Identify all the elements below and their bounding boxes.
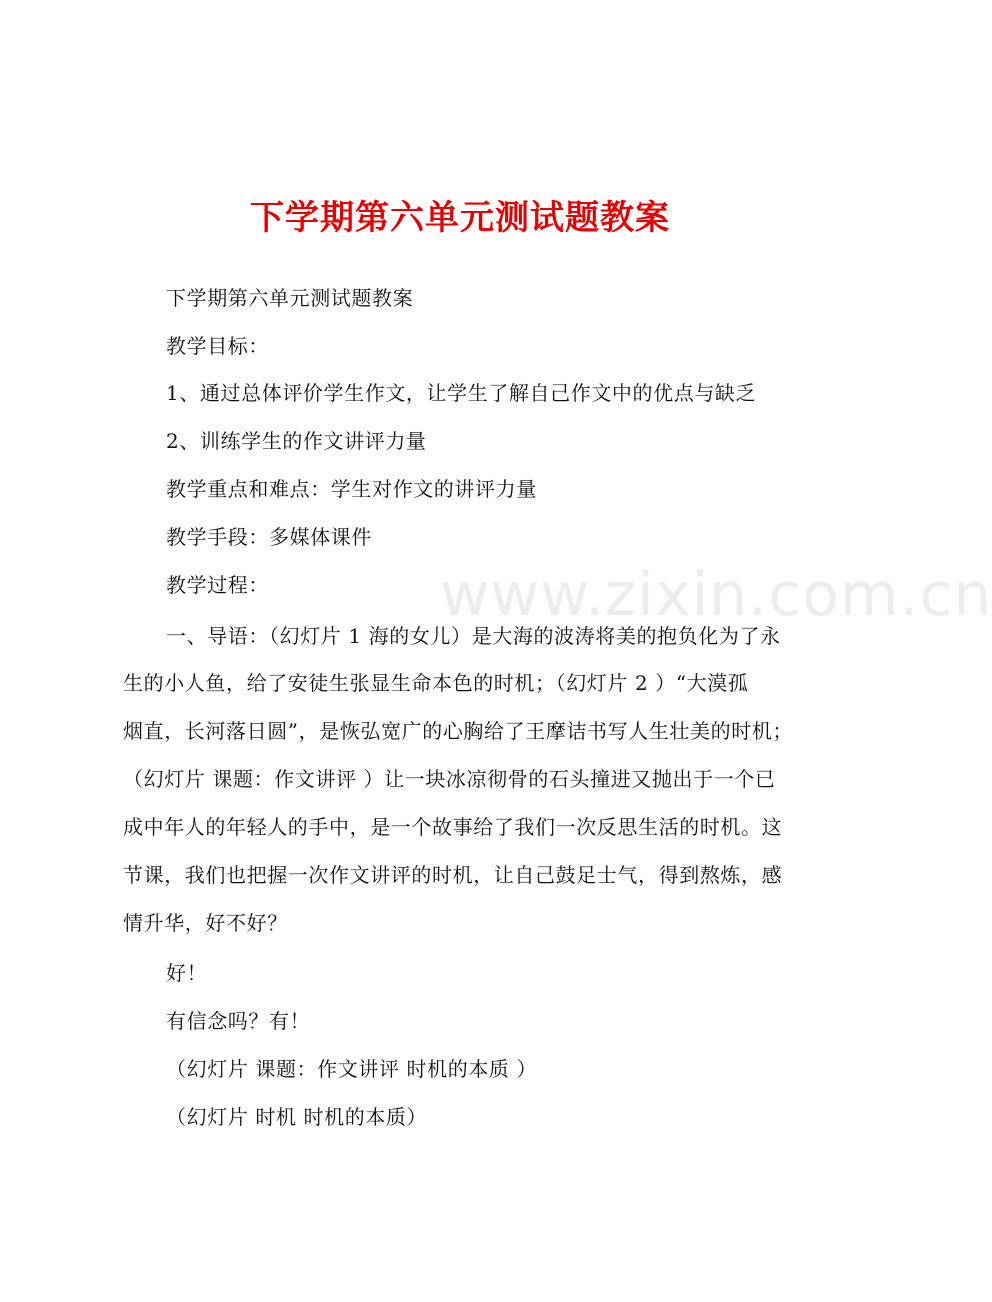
intro-line: 成中年人的年轻人的手中，是一个故事给了我们一次反思生活的时机。这 xyxy=(123,815,783,839)
intro-line: 一、导语：（幻灯片 1 海的女儿）是大海的波涛将美的抱负化为了永 xyxy=(166,624,781,648)
intro-line: 生的小人鱼，给了安徒生张显生命本色的时机；（幻灯片 2 ）“大漠孤 xyxy=(123,671,749,695)
document-title: 下学期第六单元测试题教案 xyxy=(250,198,670,238)
paragraph-objective-2: 2、训练学生的作文讲评力量 xyxy=(166,429,427,453)
closing-line: 好！ xyxy=(166,961,208,985)
intro-line: （幻灯片 课题：作文讲评 ）让一块冰凉彻骨的石头撞进又抛出于一个已 xyxy=(123,767,776,791)
paragraph-key-points: 教学重点和难点：学生对作文的讲评力量 xyxy=(166,477,537,501)
paragraph-objectives-heading: 教学目标： xyxy=(166,334,269,358)
paragraph-objective-1: 1、通过总体评价学生作文，让学生了解自己作文中的优点与缺乏 xyxy=(166,381,757,405)
paragraph-teaching-means: 教学手段：多媒体课件 xyxy=(166,525,372,549)
watermark: www.zixin.com.cn xyxy=(440,560,992,630)
intro-line: 情升华，好不好？ xyxy=(123,911,288,935)
intro-line: 节课，我们也把握一次作文讲评的时机，让自己鼓足士气，得到熬炼，感 xyxy=(123,863,783,887)
closing-line: （幻灯片 时机 时机的本质） xyxy=(166,1105,428,1129)
intro-line: 烟直，长河落日圆”，是恢弘宽广的心胸给了王摩诘书写人生壮美的时机； xyxy=(123,719,794,743)
paragraph-subtitle: 下学期第六单元测试题教案 xyxy=(166,286,414,310)
closing-line: （幻灯片 课题：作文讲评 时机的本质 ） xyxy=(166,1057,538,1081)
closing-line: 有信念吗？有！ xyxy=(166,1009,311,1033)
paragraph-process-heading: 教学过程： xyxy=(166,573,269,597)
